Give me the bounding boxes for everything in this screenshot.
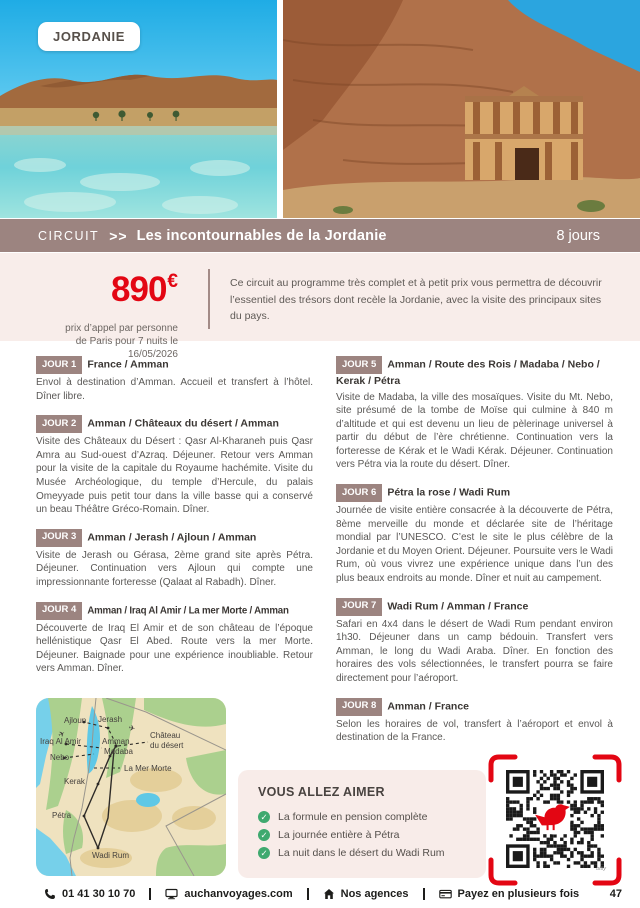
- page-number: 47: [609, 888, 622, 900]
- check-icon: ✓: [258, 811, 270, 823]
- map-label-wadi-rum: Wadi Rum: [92, 851, 130, 860]
- country-badge: JORDANIE: [38, 22, 140, 51]
- day-block: [36, 415, 313, 517]
- footer-separator: [149, 888, 151, 900]
- footer-payment-label: Payez en plusieurs fois: [457, 888, 580, 900]
- day-block: [36, 529, 313, 590]
- footer-phone-label: 01 41 30 10 70: [62, 888, 136, 900]
- price-block: [36, 265, 178, 361]
- plane-icon: ✈: [56, 728, 67, 740]
- credit-card-icon: [439, 888, 452, 900]
- day-text: Journée de visite entière consacrée à la découverte de Pétra, 8ème merveille du monde et déclarée site de l’héritage mondial par l’UNESCO. C’est le site le plus célèbre de la Jordanie et du Moyen Orient. Déjeuner. Poursuite vers le Wadi Rum, où vous vivrez une expérience unique dans l’un des plus beaux endroits au monde. Dîner et nuit au campement.: [336, 505, 613, 585]
- day-text: Envol à destination d’Amman. Accueil et transfert à l’hôtel. Dîner libre.: [36, 377, 313, 402]
- footer-bar: [0, 882, 640, 906]
- map-label-nebo: Nebo: [50, 753, 70, 762]
- day-badge: JOUR 7: [336, 598, 382, 616]
- check-icon: ✓: [258, 847, 270, 859]
- day-block: [336, 598, 613, 686]
- day-badge: JOUR 3: [36, 529, 82, 547]
- itinerary-right-column: [336, 356, 613, 757]
- footer-separator: [307, 888, 309, 900]
- chevrons-icon: >>: [109, 227, 128, 244]
- day-badge: JOUR 1: [36, 356, 82, 374]
- day-block: [336, 698, 613, 745]
- monastery-facade: [465, 86, 583, 180]
- map-label-madaba: Madaba: [104, 747, 133, 756]
- highlights-title: VOUS ALLEZ AIMER: [258, 785, 385, 799]
- highlight-label: La journée entière à Pétra: [278, 829, 400, 841]
- day-block: [36, 356, 313, 403]
- phone-icon: [44, 888, 56, 900]
- price-value: 890: [111, 270, 167, 309]
- footer-website[interactable]: [165, 888, 292, 900]
- footer-agencies-label: Nos agences: [340, 888, 409, 900]
- day-text: Selon les horaires de vol, transfert à l’aéroport et envol à destination de la France.: [336, 718, 613, 744]
- day-title: Pétra la rose / Wadi Rum: [387, 486, 511, 499]
- map-label-ajloun: Ajloun: [64, 716, 87, 725]
- banner-kicker: CIRCUIT: [38, 228, 100, 243]
- map-label-kerak: Kerak: [64, 777, 85, 786]
- plane-icon: ✈: [127, 723, 137, 734]
- highlight-item: [258, 829, 472, 841]
- day-title: France / Amman: [87, 358, 169, 371]
- day-text: Visite de Jerash ou Gérasa, 2ème grand site après Pétra. Déjeuner. Continuation vers Ajloun qui compte une impressionnante forteresse (Qalaat al Rabadh). Dîner.: [36, 549, 313, 588]
- highlight-item: [258, 811, 472, 823]
- circuit-title: Les incontournables de la Jordanie: [136, 227, 387, 244]
- day-text: Visite de Madaba, la ville des mosaïques. Visite du Mt. Nebo, site présumé de la tombe de Moïse qui culmine à 840 m d’altitude et qui est devenu un lieu de pèlerinage universel à partir du début de l’ère chrétienne. Continuation vers la forteresse de Kérak et le Wadi Kérak. Déjeuner. Continuation vers Pétra via la route du désert. Dîner.: [336, 391, 613, 471]
- footer-payment: [439, 888, 580, 900]
- circuit-banner: [0, 219, 640, 252]
- bitly-watermark: bitly: [596, 866, 606, 872]
- footer-agencies[interactable]: [323, 888, 409, 900]
- map-label-petra: Pétra: [52, 811, 72, 820]
- day-title: Amman / Châteaux du désert / Amman: [87, 417, 279, 430]
- map-label-mer-morte: La Mer Morte: [124, 764, 172, 773]
- monitor-icon: [165, 888, 178, 900]
- map-label-chateau-1: Château: [150, 731, 181, 740]
- trip-duration: 8 jours: [556, 227, 600, 244]
- map-label-amman: Amman: [102, 737, 130, 746]
- day-badge: JOUR 8: [336, 698, 382, 716]
- jordan-route-map: [36, 698, 226, 876]
- highlight-item: [258, 847, 472, 859]
- day-title: Amman / Route des Rois / Madaba / Nebo / Kerak / Pétra: [336, 358, 600, 387]
- day-title: Amman / France: [387, 700, 470, 713]
- map-label-jerash: Jerash: [98, 715, 123, 724]
- bird-icon: [535, 803, 570, 834]
- qr-code[interactable]: [488, 754, 622, 886]
- highlight-label: La nuit dans le désert du Wadi Rum: [278, 847, 445, 859]
- highlight-label: La formule en pension complète: [278, 811, 428, 823]
- day-text: Découverte de Iraq El Amir et de son château de l’époque hellénistique Qasr El Abed. Route vers la mer Morte. Déjeuner. Baignade pour une expérience inoubliable. Retour vers Amman. Dîner.: [36, 622, 313, 675]
- day-badge: JOUR 6: [336, 484, 382, 502]
- footer-website-label: auchanvoyages.com: [184, 888, 293, 900]
- footer-separator: [423, 888, 425, 900]
- day-badge: JOUR 5: [336, 356, 382, 374]
- day-block: [336, 356, 613, 472]
- price-note-line1: prix d’appel par personne: [65, 323, 178, 334]
- trip-description: Ce circuit au programme très complet et à petit prix vous permettra de découvrir l’essentiel des trésors dont recèle la Jordanie, avec la visite des principaux sites du pays.: [230, 277, 602, 322]
- day-badge: JOUR 4: [36, 602, 82, 620]
- map-label-iraq-al-amir: Iraq Al Amir: [40, 737, 81, 746]
- vertical-divider: [208, 269, 210, 329]
- map-label-chateau-2: du désert: [150, 741, 184, 750]
- day-badge: JOUR 2: [36, 415, 82, 433]
- offer-band: [0, 253, 640, 360]
- day-block: [36, 602, 313, 676]
- day-title: Amman / Jerash / Ajloun / Amman: [87, 531, 257, 544]
- itinerary-left-column: [36, 356, 313, 688]
- footer-phone[interactable]: [44, 888, 135, 900]
- petra-photo: [283, 0, 640, 218]
- price-note-line2: de Paris pour 7 nuits le 16/05/2026: [75, 336, 178, 360]
- day-title: Wadi Rum / Amman / France: [387, 600, 529, 613]
- day-text: Visite des Châteaux du Désert : Qasr Al-Kharaneh puis Qasr Amra au Sud-ouest d’Azraq. Déjeuner. Retour vers Amman pour la visite de la capitale du Royaume hachémite. Visite du Musée Archéologique, du temple d’Hercule, du palais Omeyyade puis petit tour dans la ville basse qui a conservé un beau Théâtre Gréco-Romain. Dîner.: [36, 436, 313, 516]
- home-icon: [323, 888, 335, 900]
- check-icon: ✓: [258, 829, 270, 841]
- day-title: Amman / Iraq Al Amir / La mer Morte / Amman: [87, 605, 289, 617]
- day-text: Safari en 4x4 dans le désert de Wadi Rum pendant environ 1h30. Déjeuner dans un camp bédouin. Transfert vers Amman, le long du Wadi Araba. Dîner. En fonction des horaires des vols sélectionnées, le transfert pourra se faire directement pour l’aéroport.: [336, 618, 613, 684]
- price-currency: €: [167, 271, 178, 292]
- day-block: [336, 484, 613, 586]
- highlights-box: [238, 770, 486, 878]
- header-photos: [0, 0, 640, 218]
